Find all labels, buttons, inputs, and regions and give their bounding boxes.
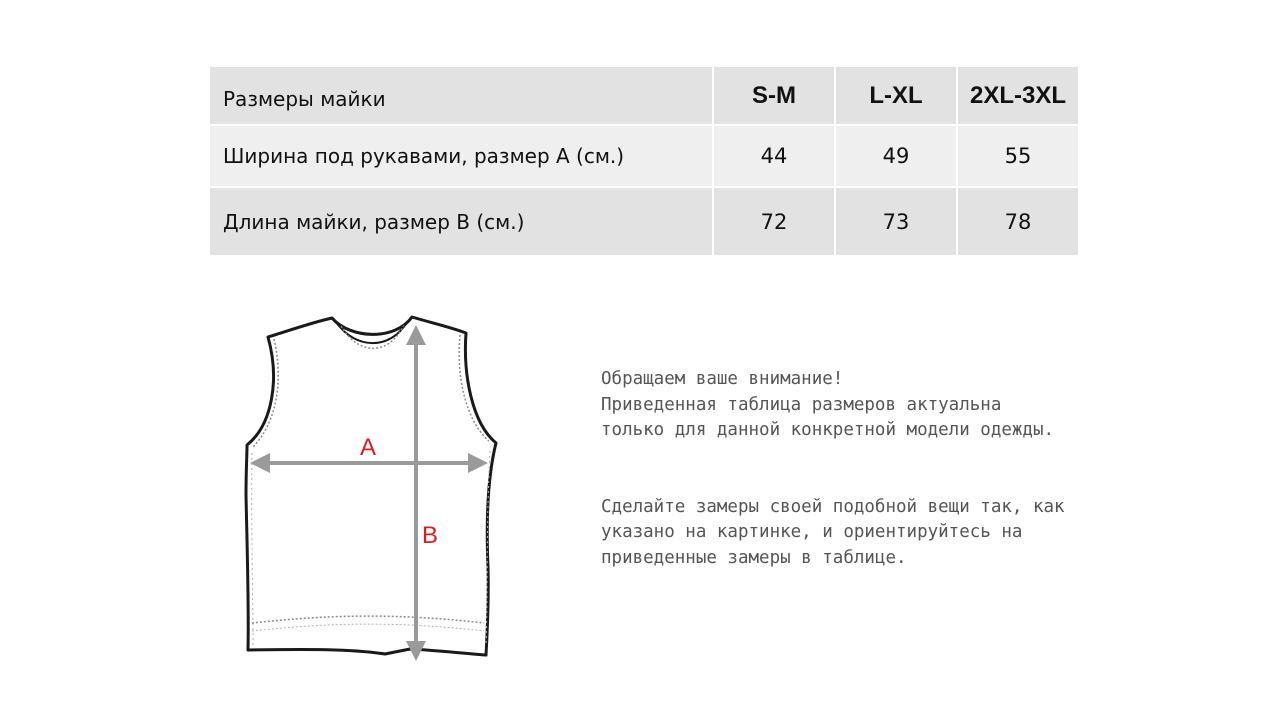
tank-top-drawing bbox=[240, 305, 505, 665]
notice-line: указано на картинке, и ориентируйтесь на bbox=[601, 522, 1023, 542]
size-notice bbox=[601, 367, 1161, 571]
table-cell: 78 bbox=[958, 188, 1078, 257]
table-cell: 49 bbox=[836, 126, 958, 188]
table-cell: 72 bbox=[714, 188, 836, 257]
size-sm-header: S-M bbox=[714, 67, 836, 126]
notice-line: Сделайте замеры своей подобной вещи так, как bbox=[601, 496, 1065, 517]
table-cell: 44 bbox=[714, 126, 836, 188]
label-b: B bbox=[421, 522, 439, 549]
row-label-width: Ширина под рукавами, размер А (см.) bbox=[210, 126, 714, 188]
table-header-row bbox=[210, 67, 1078, 126]
table-row bbox=[210, 126, 1078, 188]
label-a: A bbox=[359, 434, 377, 461]
size-2xl3xl-header: 2XL-3XL bbox=[958, 67, 1078, 126]
notice-line: только для данной конкретной модели одежды. bbox=[601, 420, 1055, 440]
tank-top-outline bbox=[246, 317, 496, 655]
size-table bbox=[210, 67, 1078, 257]
notice-line: Приведенная таблица размеров актуальна bbox=[601, 394, 1002, 415]
table-row bbox=[210, 188, 1078, 257]
tank-top-figure bbox=[240, 305, 505, 665]
table-cell: 55 bbox=[958, 126, 1078, 188]
table-cell: 73 bbox=[836, 188, 958, 257]
notice-line: приведенные замеры в таблице. bbox=[601, 547, 907, 568]
row-label-length: Длина майки, размер В (см.) bbox=[210, 188, 714, 257]
size-lxl-header: L-XL bbox=[836, 67, 958, 126]
header-label: Размеры майки bbox=[210, 67, 714, 126]
notice-line: Обращаем ваше внимание! bbox=[601, 369, 844, 389]
